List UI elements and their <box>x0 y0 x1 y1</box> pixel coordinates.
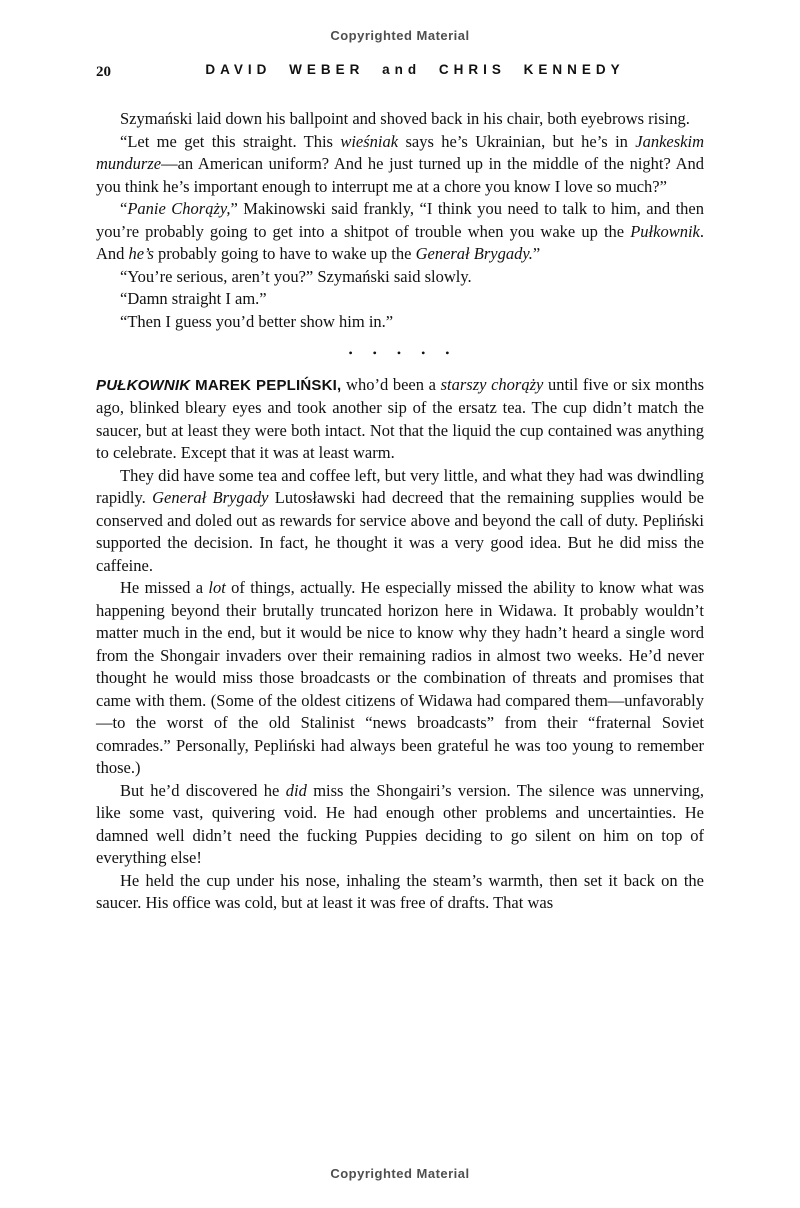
text-run: Pułkownik <box>630 221 700 241</box>
paragraph <box>96 288 704 311</box>
paragraph <box>96 198 704 266</box>
text-run: wieśniak <box>340 131 399 151</box>
text-run: starszy chorąży <box>440 374 544 394</box>
text-run: “Then I guess you’d better show him in.” <box>120 311 394 331</box>
text-run: says he’s Ukrainian, but he’s in <box>398 131 636 151</box>
text-run: • • • • • <box>348 346 452 360</box>
text-run: did <box>285 780 307 800</box>
copyright-notice-top: Copyrighted Material <box>330 28 470 43</box>
paragraph <box>96 131 704 199</box>
text-run: MAREK PEPLIŃSKI, <box>195 376 342 394</box>
text-run: Szymański laid down his ballpoint and shoved back in his chair, both eyebrows rising. <box>120 109 690 128</box>
page-body <box>96 108 704 915</box>
text-run: They did have some tea and coffee left, but very little, and what they had was dwindling rapidly. <box>96 465 704 507</box>
text-run: “You’re serious, aren’t you?” Szymański said slowly. <box>120 266 472 286</box>
text-run: Generał Brygady <box>152 488 269 507</box>
text-run: Panie Chorąży, <box>127 199 231 218</box>
text-run: miss the Shongairi’s version. The silence was unnerving, like some vast, quivering void. He had enough other problems and uncertainties. He damned well didn’t need the fucking Puppies deciding to go silent on him on top of everything else! <box>96 780 705 867</box>
text-run: “Damn straight I am.” <box>120 289 267 308</box>
text-run: ” <box>532 244 541 263</box>
text-run: who’d been a <box>341 374 441 394</box>
paragraph <box>96 311 704 334</box>
text-run: PUŁKOWNIK <box>96 376 196 394</box>
paragraph <box>96 266 704 289</box>
text-run: Jankeskim mundurze <box>96 131 704 173</box>
text-run: until five or six months ago, blinked bleary eyes and took another sip of the ersatz tea. The cup didn’t match the saucer, but at least they were both intact. Not that the liquid the cup contained was anything to celebrate. Except that it was at least warm. <box>96 374 704 462</box>
text-run: He missed a <box>120 578 209 597</box>
text-run: lot <box>208 578 226 597</box>
text-run: “ <box>120 199 128 218</box>
page-header <box>96 62 704 82</box>
text-run: “Let me get this straight. This <box>120 131 341 151</box>
text-run: he’s <box>128 244 154 263</box>
paragraph <box>96 870 704 915</box>
paragraph <box>96 780 704 870</box>
text-run: Generał Brygady. <box>415 244 533 263</box>
page-number: 20 <box>96 64 111 80</box>
text-run: —an American uniform? And he just turned up in the middle of the night? And you think he’s important enough to interrupt me at a chore you know I love so much?” <box>96 154 704 196</box>
paragraph <box>96 577 704 780</box>
scene-break <box>96 333 704 374</box>
text-run: Lutosławski had decreed that the remaining supplies would be conserved and doled out as rewards for service above and beyond the call of duty. Pepliński supported the decision. In fact, he thought it was a very good idea. But he did miss the caffeine. <box>96 488 704 575</box>
paragraph <box>96 108 704 131</box>
text-run: . And <box>96 221 704 263</box>
paragraph <box>96 374 704 465</box>
text-run: probably going to have to wake up the <box>153 244 416 263</box>
paragraph <box>96 465 704 578</box>
text-run: ” Makinowski said frankly, “I think you need to talk to him, and then you’re probably going to get into a shitpot of trouble when you wake up the <box>96 199 705 241</box>
copyright-notice-bottom: Copyrighted Material <box>330 1166 470 1181</box>
text-run: He held the cup under his nose, inhaling the steam’s warmth, then set it back on the saucer. His office was cold, but at least it was free of drafts. That was <box>96 870 704 912</box>
text-run: But he’d discovered he <box>120 780 286 800</box>
text-run: of things, actually. He especially missed the ability to know what was happening beyond their brutally truncated horizon here in Widawa. It probably wouldn’t matter much in the end, but it would be nice to know why they hadn’t heard a single word from the Shongair invaders over their remaining radios in almost two weeks. He’d never thought he would miss those broadcasts or the combination of threats and promises that came with them. (Some of the oldest citizens of Widawa had compared them—unfavorably—to the worst of the old Stalinist “news broadcasts” from their “fraternal Soviet comrades.” Personally, Pepliński had always been grateful he was too young to remember those.) <box>96 578 704 777</box>
running-header-authors: DAVID WEBER and CHRIS KENNEDY <box>205 62 625 77</box>
